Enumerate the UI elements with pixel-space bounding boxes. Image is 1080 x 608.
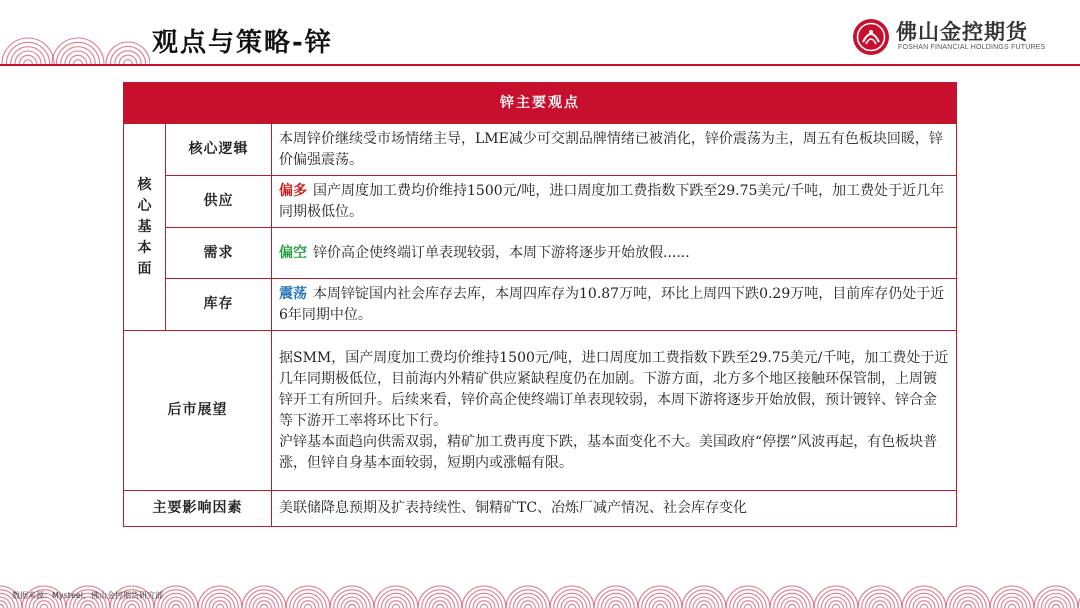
top-wave-decoration: [0, 0, 150, 66]
table-row: [124, 228, 957, 279]
row-text: 本周锌价继续受市场情绪主导，LME减少可交割品牌情绪已被消化，锌价震荡为主，周五有色板块回暖，锌价偏强震荡。: [279, 130, 943, 168]
section-label-text: 核 心 基 本 面: [137, 176, 152, 277]
row-content-demand: [272, 228, 957, 279]
logo-name: 佛山金控期货: [896, 20, 1028, 44]
tag-range-bound: 震荡: [279, 285, 307, 302]
table-header: 锌主要观点: [124, 83, 957, 124]
row-text: 本周锌锭国内社会库存去库，本周四库存为10.87万吨，环比上周四下跌0.29万吨，目前库存仍处于近6年同期中位。: [279, 285, 945, 323]
data-source: 数据来源：Mysteel、佛山金控期货研究部: [12, 591, 164, 600]
table-row: [124, 491, 957, 527]
row-label-outlook: 后市展望: [124, 331, 272, 491]
header-divider: [0, 64, 1080, 66]
company-logo: [852, 14, 1062, 58]
section-label-fundamentals: [124, 124, 166, 331]
row-label-factors: 主要影响因素: [124, 491, 272, 527]
tag-bullish: 偏多: [279, 182, 307, 199]
row-label-inventory: 库存: [166, 279, 272, 331]
table-row: [124, 331, 957, 491]
table-header-row: [124, 83, 957, 124]
row-content-outlook: [272, 331, 957, 491]
logo-subtitle: FOSHAN FINANCIAL HOLDINGS FUTURES: [898, 44, 1046, 51]
slide-title: 观点与策略-锌: [152, 28, 333, 58]
table-row: [124, 124, 957, 176]
row-text: 锌价高企使终端订单表现较弱，本周下游将逐步开始放假......: [313, 244, 690, 261]
row-text: 国产周度加工费均价维持1500元/吨，进口周度加工费指数下跌至29.75美元/千吨，加工费处于近几年同期极低位。: [279, 182, 945, 220]
zinc-view-table: [123, 82, 957, 527]
row-text: 美联储降息预期及扩表持续性、铜精矿TC、冶炼厂减产情况、社会库存变化: [279, 500, 748, 516]
row-label-supply: 供应: [166, 176, 272, 228]
row-content-inventory: [272, 279, 957, 331]
outlook-paragraph-2: 沪锌基本面趋向供需双弱，精矿加工费再度下跌，基本面变化不大。美国政府“停摆”风波再起，有色板块普涨，但锌自身基本面较弱，短期内或涨幅有限。: [279, 433, 938, 471]
row-label-core-logic: 核心逻辑: [166, 124, 272, 176]
table-row: [124, 176, 957, 228]
row-content-core-logic: [272, 124, 957, 176]
row-content-factors: [272, 491, 957, 527]
row-label-demand: 需求: [166, 228, 272, 279]
logo-mark-icon: [852, 18, 890, 56]
tag-bearish: 偏空: [279, 244, 307, 261]
row-content-supply: [272, 176, 957, 228]
table-row: [124, 279, 957, 331]
outlook-paragraph-1: 据SMM，国产周度加工费均价维持1500元/吨，进口周度加工费指数下跌至29.75美元/千吨，加工费处于近几年同期极低位，目前海内外精矿供应紧缺程度仍在加剧。下游方面，北方多个地区接触环保管制，上周镀锌开工有所回升。后续来看，锌价高企使终端订单表现较弱，本周下游将逐步开始放假，预计镀锌、锌合金等下游开工率将环比下行。: [279, 349, 949, 429]
